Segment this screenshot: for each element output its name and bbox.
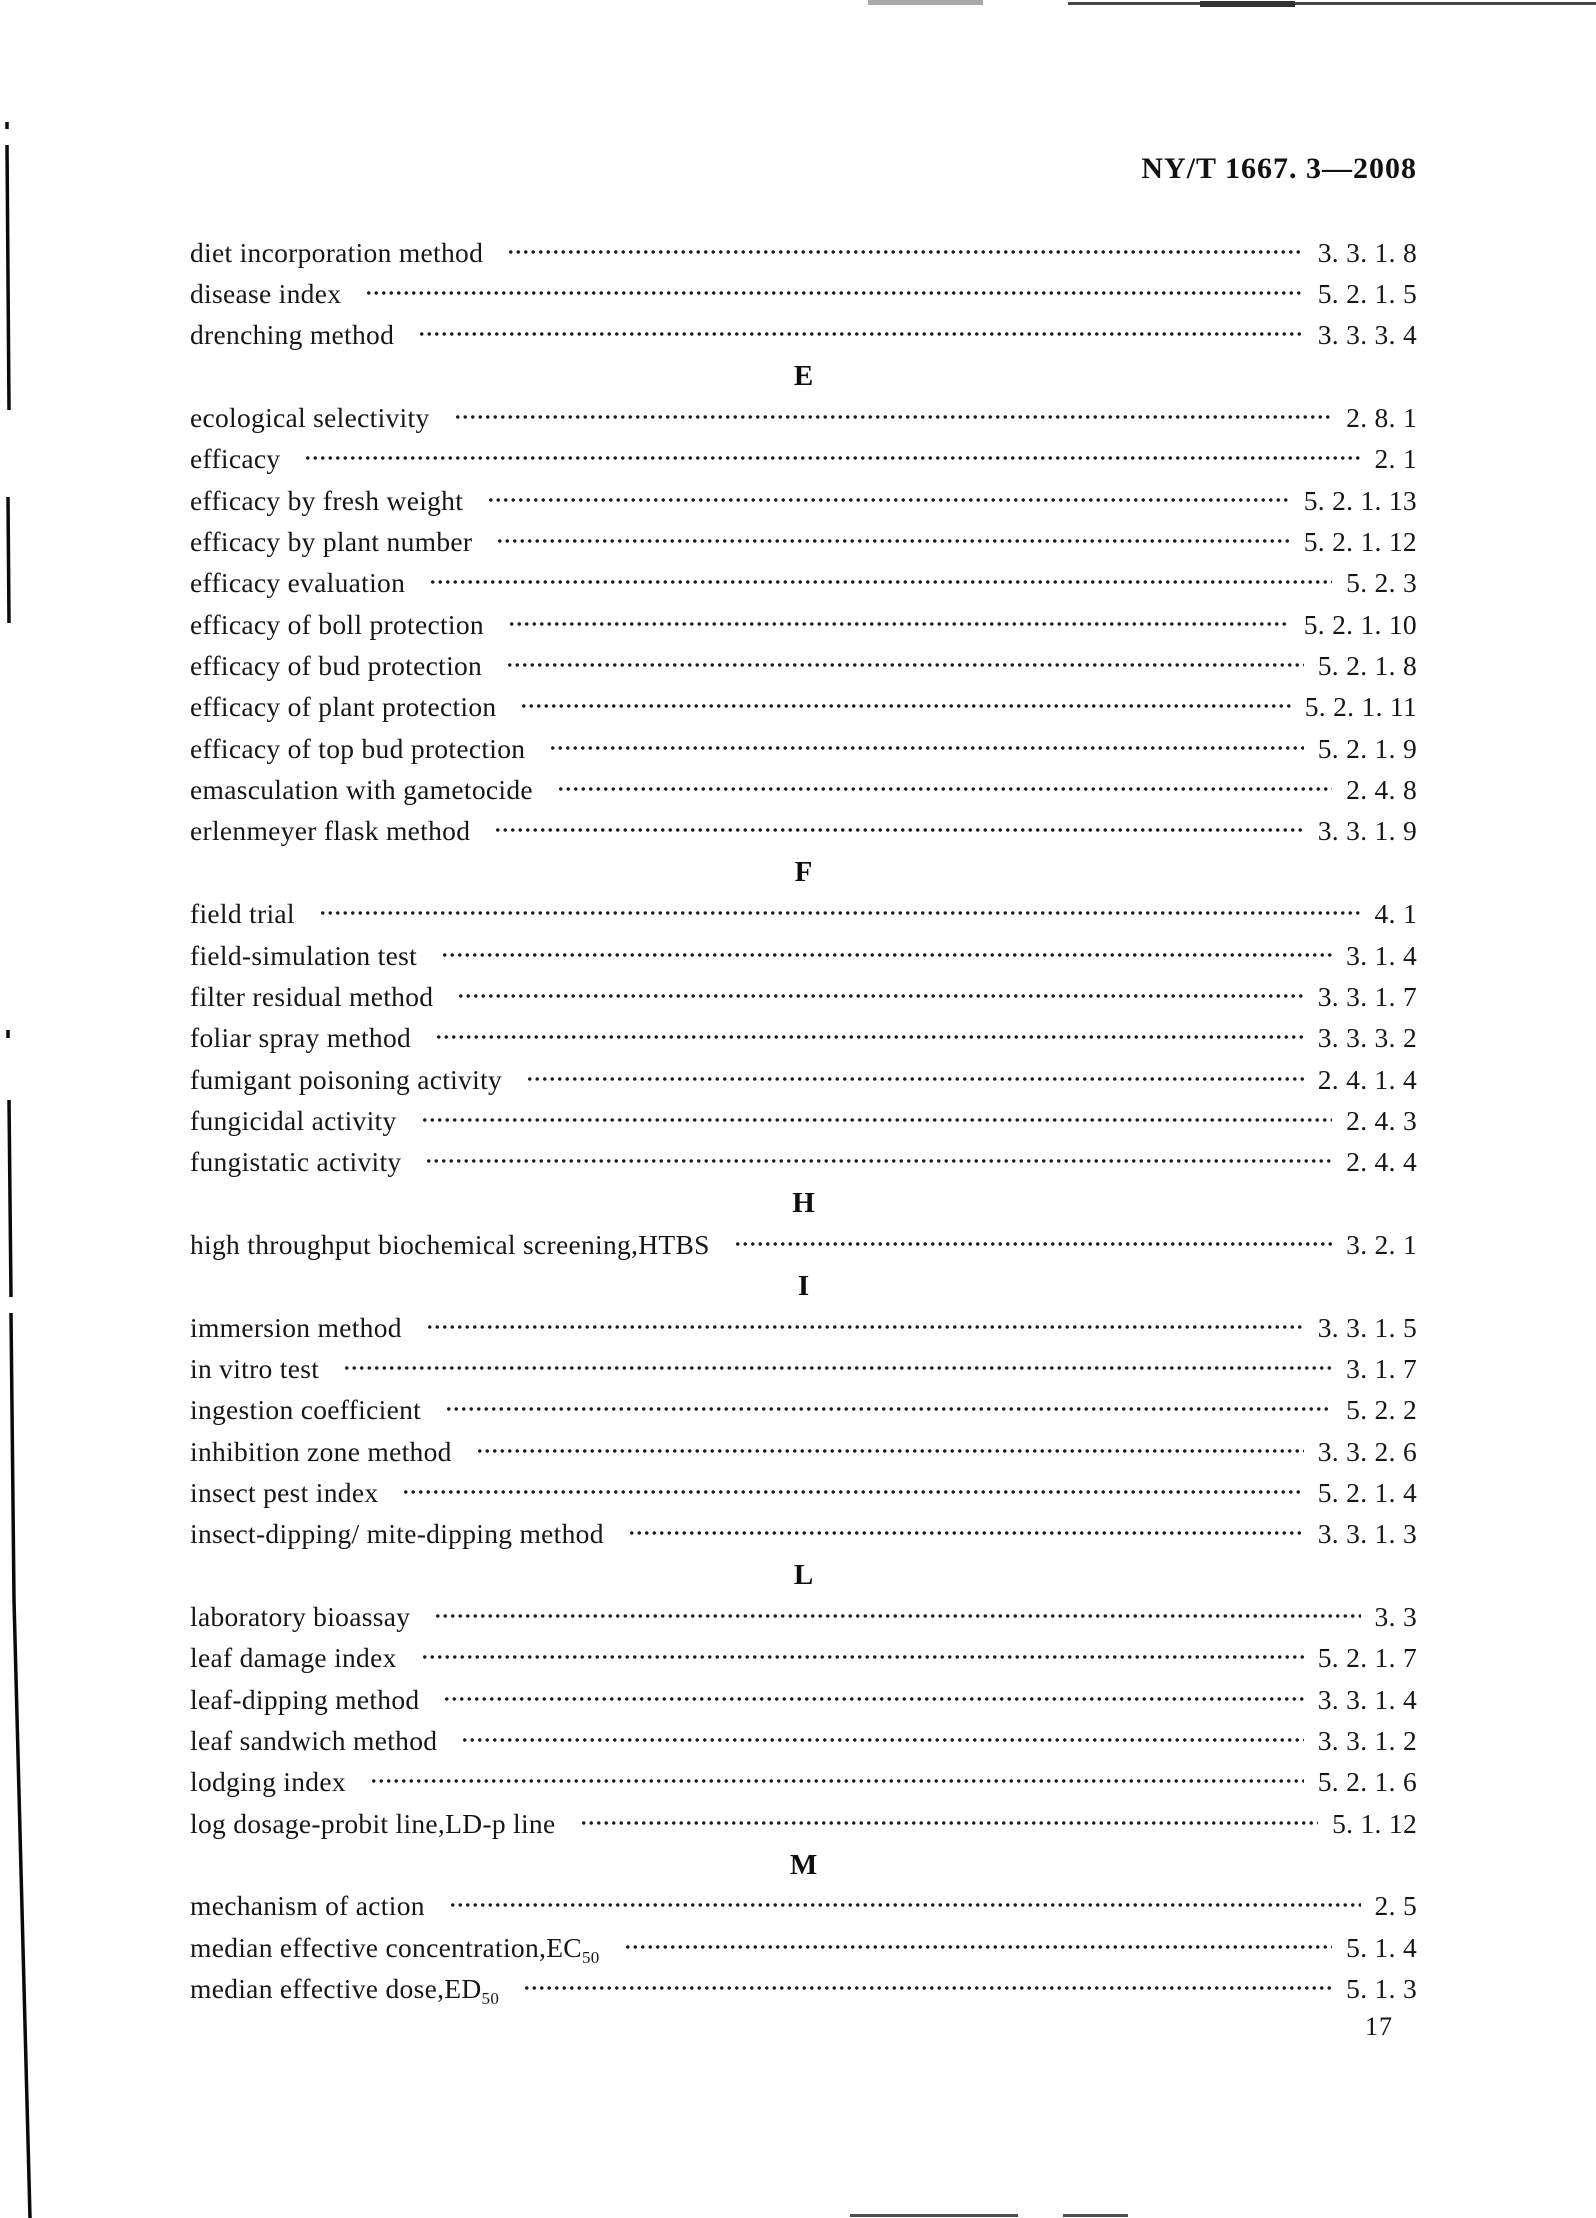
entry-term: fungicidal activity (190, 1104, 397, 1136)
dot-leader (461, 1736, 1303, 1744)
entry-code: 2. 4. 8 (1346, 774, 1417, 806)
dot-leader (425, 1157, 1332, 1165)
entry-code: 3. 3. 1. 3 (1317, 1518, 1417, 1550)
index-entry (190, 1720, 1417, 1761)
dot-leader (628, 1529, 1304, 1537)
index-entry (190, 1927, 1417, 1968)
entry-code: 3. 3. 1. 5 (1317, 1311, 1417, 1343)
entry-term-subscript: 50 (581, 1947, 600, 1967)
entry-code: 3. 3. 3. 4 (1317, 319, 1417, 351)
entry-code: 3. 3. 1. 9 (1317, 815, 1417, 847)
entry-term: efficacy by plant number (190, 526, 473, 558)
dot-leader (435, 1033, 1304, 1041)
entry-term: field trial (190, 898, 295, 930)
index-entry (190, 1514, 1417, 1555)
entry-term: median effective $concentration,EC_{50}$ (190, 1931, 600, 1967)
section-heading-I: I (797, 1269, 810, 1302)
entry-term: filter residual method (190, 980, 434, 1012)
scan-artifact-bottom-line-1 (850, 2214, 1018, 2217)
dot-leader (454, 413, 1333, 421)
index-entry (190, 563, 1417, 604)
entry-term: disease index (190, 278, 342, 310)
dot-leader (426, 1323, 1304, 1331)
section-heading-E: E (793, 360, 814, 393)
entry-term: ecological selectivity (190, 402, 430, 434)
dot-leader (418, 330, 1304, 338)
section-heading-F: F (794, 856, 813, 889)
entry-term: efficacy of bud protection (190, 650, 483, 682)
entry-term: lodging index (190, 1766, 346, 1798)
index-entry (190, 397, 1417, 438)
entry-term: foliar spray method (190, 1022, 412, 1054)
index-entry (190, 1472, 1417, 1513)
dot-leader (365, 289, 1303, 297)
entry-code: 3. 1. 4 (1346, 939, 1417, 971)
entry-term: leaf-dipping method (190, 1683, 420, 1715)
index-entry (190, 1431, 1417, 1472)
standard-number-header: NY/T 1667. 3—2008 (1141, 152, 1417, 185)
index-entry (190, 1390, 1417, 1431)
entry-term: insect pest index (190, 1476, 379, 1508)
entry-code: 5. 1. 3 (1346, 1973, 1417, 2005)
index-entry (190, 315, 1417, 356)
entry-code: 5. 2. 1. 13 (1303, 484, 1417, 516)
dot-leader (580, 1819, 1319, 1827)
dot-leader (496, 537, 1289, 545)
dot-leader (734, 1240, 1332, 1248)
entry-code: 3. 2. 1 (1346, 1228, 1417, 1260)
section-heading-H: H (792, 1187, 815, 1220)
dot-leader (370, 1777, 1304, 1785)
entry-term: laboratory bioassay (190, 1601, 411, 1633)
dot-leader (319, 909, 1361, 917)
index-entry (190, 604, 1417, 645)
dot-leader (445, 1405, 1332, 1413)
entry-code: 5. 2. 1. 12 (1303, 526, 1417, 558)
section-heading-M: M (789, 1848, 818, 1881)
entry-code: 5. 1. 12 (1332, 1807, 1417, 1839)
dot-leader (508, 620, 1290, 628)
section-heading-L: L (793, 1559, 814, 1592)
dot-leader (402, 1488, 1303, 1496)
entry-term: efficacy (190, 443, 281, 475)
index-entry (190, 1059, 1417, 1100)
scan-artifact-top-line-thick (1200, 1, 1295, 7)
entry-term: insect-dipping/ mite-dipping method (190, 1518, 604, 1550)
entry-term: in vitro test (190, 1352, 320, 1384)
entry-term: mechanism of action (190, 1890, 425, 1922)
index-entry (190, 769, 1417, 810)
dot-leader (624, 1943, 1333, 1951)
index-entry (190, 1307, 1417, 1348)
entry-code: 5. 2. 1. 5 (1317, 278, 1417, 310)
dot-leader (304, 454, 1360, 462)
entry-term: log dosage-probit line,LD-p line (190, 1807, 556, 1839)
index-entry (190, 1018, 1417, 1059)
entry-term: erlenmeyer flask method (190, 815, 471, 847)
index-entry (190, 935, 1417, 976)
entry-term: diet incorporation method (190, 236, 484, 268)
entry-term: efficacy of boll protection (190, 608, 484, 640)
index-entry (190, 1762, 1417, 1803)
entry-term: immersion method (190, 1311, 402, 1343)
index-list (190, 232, 1417, 2010)
entry-term: leaf sandwich method (190, 1725, 438, 1757)
entry-code: 5. 1. 4 (1346, 1931, 1417, 1963)
dot-leader (476, 1447, 1304, 1455)
entry-code: 3. 3. 3. 2 (1317, 1022, 1417, 1054)
entry-term: fumigant poisoning activity (190, 1063, 503, 1095)
dot-leader (526, 1075, 1304, 1083)
index-entry (190, 1596, 1417, 1637)
dot-leader (487, 496, 1290, 504)
entry-code: 2. 1 (1374, 443, 1417, 475)
entry-code: 3. 3. 1. 4 (1317, 1683, 1417, 1715)
dot-leader (506, 661, 1304, 669)
dot-leader (429, 578, 1332, 586)
entry-term: fungistatic activity (190, 1146, 402, 1178)
index-entry (190, 645, 1417, 686)
entry-term: high throughput biochemical screening,HTBS (190, 1228, 710, 1260)
scan-artifact-left-edge (0, 0, 40, 2218)
index-entry (190, 1968, 1417, 2009)
entry-code: 5. 2. 1. 9 (1317, 732, 1417, 764)
index-entry (190, 687, 1417, 728)
entry-code: 2. 4. 4 (1346, 1146, 1417, 1178)
entry-code: 3. 3 (1374, 1601, 1417, 1633)
entry-code: 5. 2. 1. 8 (1317, 650, 1417, 682)
dot-leader (449, 1901, 1361, 1909)
dot-leader (523, 1984, 1332, 1992)
entry-term: inhibition zone method (190, 1435, 452, 1467)
entry-code: 3. 3. 1. 2 (1317, 1725, 1417, 1757)
entry-code: 5. 2. 1. 10 (1303, 608, 1417, 640)
entry-code: 5. 2. 1. 4 (1317, 1476, 1417, 1508)
entry-term: efficacy of top bud protection (190, 732, 526, 764)
entry-code: 3. 3. 1. 8 (1317, 236, 1417, 268)
entry-term: efficacy evaluation (190, 567, 406, 599)
scan-artifact-top-gray-bar (868, 0, 983, 5)
entry-term: emasculation with gametocide (190, 774, 533, 806)
index-entry (190, 1638, 1417, 1679)
entry-code: 3. 3. 1. 7 (1317, 980, 1417, 1012)
index-entry (190, 1224, 1417, 1265)
index-entry (190, 1679, 1417, 1720)
scan-artifact-bottom-line-2 (1063, 2214, 1128, 2217)
entry-code: 5. 2. 1. 6 (1317, 1766, 1417, 1798)
index-entry (190, 1886, 1417, 1927)
index-entry (190, 1100, 1417, 1141)
entry-code: 5. 2. 2 (1346, 1394, 1417, 1426)
dot-leader (441, 951, 1332, 959)
entry-term: median effective $dose,ED_{50}$ (190, 1973, 500, 2009)
entry-code: 3. 1. 7 (1346, 1352, 1417, 1384)
entry-term: field-simulation test (190, 939, 418, 971)
entry-code: 3. 3. 2. 6 (1317, 1435, 1417, 1467)
index-entry (190, 439, 1417, 480)
index-entry (190, 232, 1417, 273)
entry-code: 2. 4. 1. 4 (1317, 1063, 1417, 1095)
index-entry (190, 480, 1417, 521)
entry-code: 2. 5 (1374, 1890, 1417, 1922)
entry-code: 5. 2. 3 (1346, 567, 1417, 599)
index-entry (190, 894, 1417, 935)
entry-term: leaf damage index (190, 1642, 397, 1674)
index-entry (190, 273, 1417, 314)
dot-leader (549, 744, 1303, 752)
index-entry (190, 1142, 1417, 1183)
entry-code: 5. 2. 1. 7 (1317, 1642, 1417, 1674)
index-entry (190, 811, 1417, 852)
dot-leader (434, 1612, 1360, 1620)
page-number: 17 (1365, 2012, 1393, 2041)
entry-code: 2. 4. 3 (1346, 1104, 1417, 1136)
dot-leader (520, 702, 1290, 710)
entry-term-subscript: 50 (481, 1989, 500, 2009)
dot-leader (457, 992, 1303, 1000)
dot-leader (557, 785, 1332, 793)
dot-leader (343, 1364, 1332, 1372)
index-entry (190, 728, 1417, 769)
entry-term: ingestion coefficient (190, 1394, 422, 1426)
entry-code: 5. 2. 1. 11 (1304, 691, 1417, 723)
index-entry (190, 521, 1417, 562)
dot-leader (494, 826, 1303, 834)
entry-code: 2. 8. 1 (1346, 402, 1417, 434)
entry-term: efficacy by fresh weight (190, 484, 464, 516)
dot-leader (443, 1695, 1303, 1703)
scan-artifact-top-line (1068, 2, 1596, 5)
entry-code: 4. 1 (1374, 898, 1417, 930)
index-entry (190, 976, 1417, 1017)
index-entry (190, 1803, 1417, 1844)
dot-leader (421, 1653, 1304, 1661)
entry-term: drenching method (190, 319, 395, 351)
dot-leader (421, 1116, 1333, 1124)
dot-leader (507, 248, 1304, 256)
index-entry (190, 1348, 1417, 1389)
entry-term: efficacy of plant protection (190, 691, 497, 723)
